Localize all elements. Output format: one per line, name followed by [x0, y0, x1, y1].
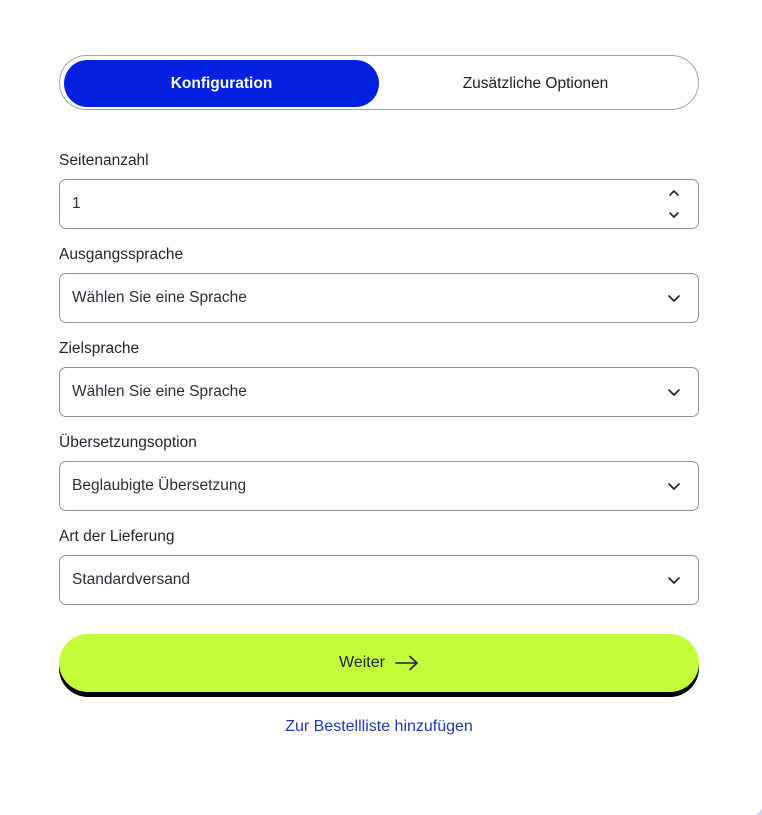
- target-language-value: Wählen Sie eine Sprache: [72, 383, 247, 400]
- page-count-label: Seitenanzahl: [59, 152, 149, 169]
- arrow-right-icon: [395, 655, 419, 671]
- translation-option-select[interactable]: [59, 461, 699, 511]
- translation-option-value: Beglaubigte Übersetzung: [72, 477, 247, 494]
- source-language-select[interactable]: [59, 273, 699, 323]
- target-language-label: Zielsprache: [59, 340, 140, 357]
- tab-switcher: [59, 55, 699, 110]
- add-to-order-list-link[interactable]: Zur Bestellliste hinzufügen: [285, 718, 473, 735]
- delivery-type-select[interactable]: [59, 555, 699, 605]
- delivery-type-label: Art der Lieferung: [59, 528, 175, 545]
- translation-option-label: Übersetzungsoption: [59, 434, 197, 451]
- chevron-up-icon[interactable]: [668, 187, 680, 199]
- delivery-type-value: Standardversand: [72, 571, 191, 588]
- chevron-down-icon: [667, 291, 681, 305]
- chevron-down-icon: [667, 479, 681, 493]
- next-button-label: Weiter: [339, 654, 385, 671]
- page-count-value: 1: [72, 195, 81, 212]
- tab-zusaetzliche-optionen[interactable]: Zusätzliche Optionen: [462, 74, 609, 92]
- source-language-label: Ausgangssprache: [59, 246, 184, 263]
- resize-corner: [756, 809, 762, 815]
- chevron-down-icon[interactable]: [668, 209, 680, 221]
- page-count-input[interactable]: [59, 179, 699, 229]
- source-language-value: Wählen Sie eine Sprache: [72, 289, 247, 306]
- tab-konfiguration[interactable]: Konfiguration: [64, 60, 379, 107]
- chevron-down-icon: [667, 385, 681, 399]
- next-button[interactable]: [59, 634, 699, 692]
- chevron-down-icon: [667, 573, 681, 587]
- order-configuration-card: [59, 55, 699, 735]
- target-language-select[interactable]: [59, 367, 699, 417]
